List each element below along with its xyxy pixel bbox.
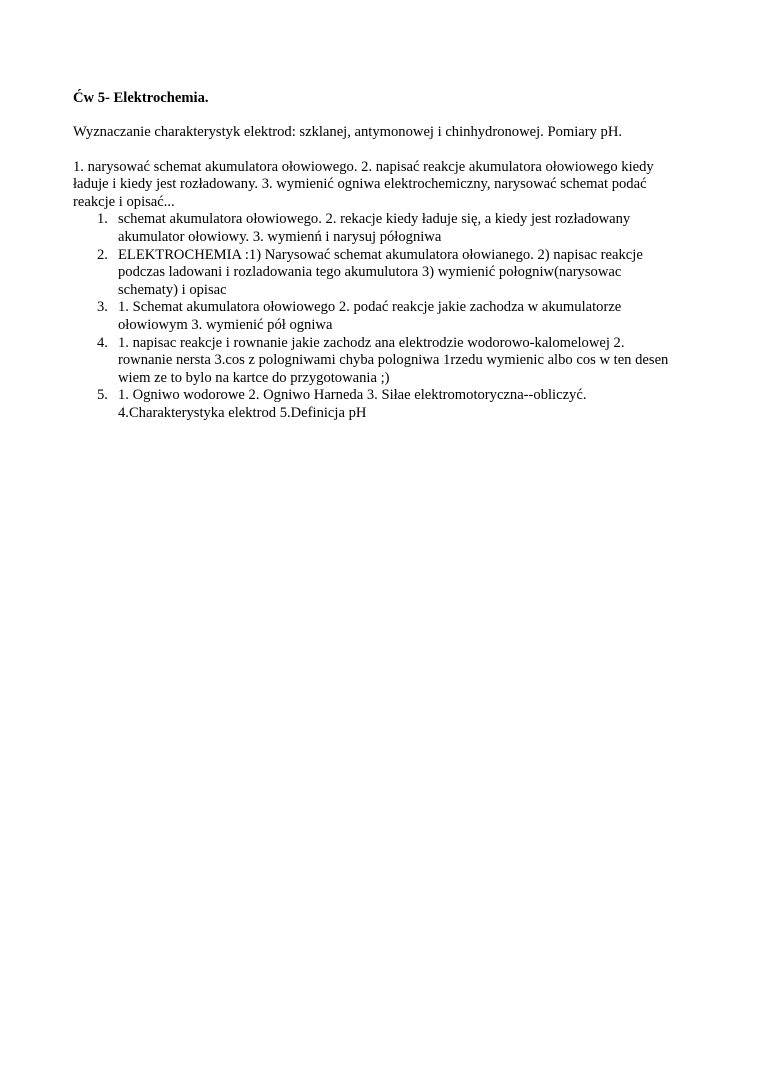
list-item-number: 4.: [97, 334, 108, 351]
list-item-number: 2.: [97, 246, 108, 263]
list-item: [73, 335, 673, 388]
intro-paragraph: 1. narysować schemat akumulatora ołowiowego. 2. napisać reakcje akumulatora ołowiowego kiedy ładuje i kiedy jest rozładowany. 3. wymienić ogniwa elektrochemiczny, narysować schemat podać reakcje i opisać...: [73, 158, 654, 210]
list-item-text: 1. napisac reakcje i rownanie jakie zachodz ana elektrodzie wodorowo-kalomelowej 2. rownanie nersta 3.cos z pologniwami chyba pologniwa 1rzedu wymienic albo cos w ten desen wiem ze to bylo na kartce do przygotowania ;): [118, 334, 669, 386]
list-item: [73, 299, 673, 334]
list-item-text: 1. Schemat akumulatora ołowiowego 2. podać reakcje jakie zachodza w akumulatorze ołowiowym 3. wymienić pół ogniwa: [118, 299, 622, 333]
list-item-text: ELEKTROCHEMIA :1) Narysować schemat akumulatora ołowianego. 2) napisac reakcje podczas ladowani i rozladowania tego akumulutora 3) wymienić połogniw(narysowac schematy) i opisac: [118, 246, 643, 298]
list-item: [73, 247, 673, 300]
list-item-number: 3.: [97, 299, 108, 316]
document-page: [73, 90, 673, 423]
list-item-number: 5.: [97, 387, 108, 404]
document-title: Ćw 5- Elektrochemia.: [73, 90, 209, 106]
list-item-text: schemat akumulatora ołowiowego. 2. rekacje kiedy ładuje się, a kiedy jest rozładowany akumulator ołowiowy. 3. wymienń i narysuj półogniwa: [118, 211, 631, 245]
list-item-number: 1.: [97, 211, 108, 228]
list-item-text: 1. Ogniwo wodorowe 2. Ogniwo Harneda 3. Siłae elektromotoryczna--obliczyć. 4.Charakterystyka elektrod 5.Definicja pH: [118, 387, 587, 421]
list-item: [73, 387, 673, 422]
document-subtitle: Wyznaczanie charakterystyk elektrod: szklanej, antymonowej i chinhydronowej. Pomiary pH.: [73, 124, 623, 140]
task-list: [73, 211, 673, 422]
list-item: [73, 211, 673, 246]
